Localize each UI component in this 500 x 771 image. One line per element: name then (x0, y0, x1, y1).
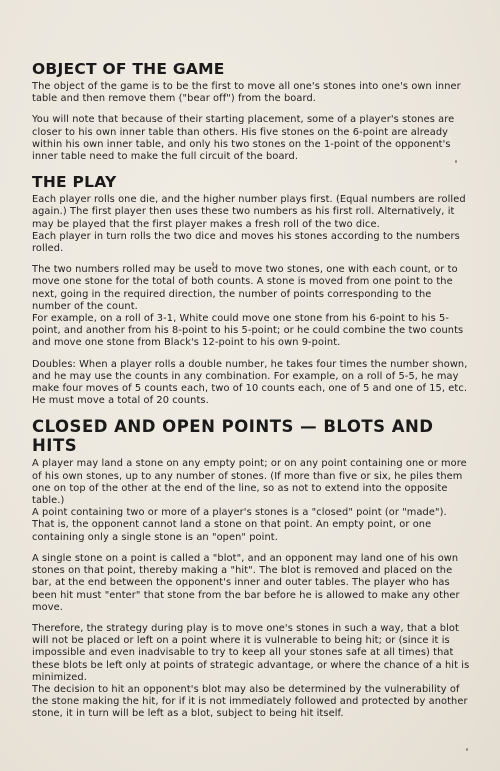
play-paragraph-5: Doubles: When a player rolls a double number, he takes four times the number shown, and he may use the counts in any combination. For example, on a roll of 5-5, he may make four moves of 5 counts each, two of 10 counts each, one of 5 and one of 15, etc. He must move a total of 20 counts. (32, 358, 468, 407)
section-the-play (32, 173, 470, 407)
play-paragraph-4: For example, on a roll of 3-1, White could move one stone from his 6-point to his 5-point, and another from his 8-point to his 5-point; or he could combine the two counts and move one stone from Black's 12-point to his own 9-point. (32, 313, 464, 349)
play-paragraph-2: Each player in turn rolls the two dice and moves his stones according to the numbers rolled. (32, 230, 460, 255)
play-paragraph-1: Each player rolls one die, and the higher number plays first. (Equal numbers are rolled again.) The first player then uses these two numbers as his first roll. Alternatively, it may be played that the first player makes a fresh roll of the two dice. (32, 194, 466, 230)
heading-the-play: THE PLAY (32, 173, 117, 192)
points-paragraph-2: A point containing two or more of a player's stones is a "closed" point (or "made"). That is, the opponent cannot land a stone on that point. An empty point, or one containing only a single stone is an "open" point. (32, 507, 447, 543)
play-paragraph-3: The two numbers rolled may be used to move two stones, one with each count, or to move one stone for the total of both counts. A stone is moved from one point to the next, going in the required direction, the number of points corresponding to the number of the count. (32, 264, 458, 312)
objective-paragraph-1: The object of the game is to be the first to move all one's stones into one's own inner table and then remove them ("bear off") from the board. (32, 81, 461, 105)
points-paragraph-5: The decision to hit an opponent's blot may also be determined by the vulnerability of the stone making the hit, for if it is not immediately followed and protected by another stone, it in turn will be left as a blot, subject to being hit itself. (32, 683, 468, 720)
points-paragraph-1: A player may land a stone on any empty point; or on any point containing one or more of his own stones, up to any number of stones. (If more than five or six, he piles them one on top of the other at the end of the line, so as not to extend into the opposite table.) (32, 458, 467, 507)
section-object-of-the-game (32, 60, 470, 163)
section-closed-and-open-points (32, 417, 470, 720)
heading-closed-and-open-points: CLOSED AND OPEN POINTS — BLOTS AND HITS (32, 417, 434, 456)
heading-object-of-the-game: OBJECT OF THE GAME (32, 60, 225, 78)
points-paragraph-3: A single stone on a point is called a "blot", and an opponent may land one of his own stones on that point, thereby making a "hit". The blot is removed and placed on the bar, at the end between the opponent's inner and outer tables. The player who has been hit must "enter" that stone from the bar before he is allowed to make any other move. (32, 552, 460, 613)
document-body (32, 60, 470, 721)
paper-speck (466, 748, 468, 751)
points-paragraph-4: Therefore, the strategy during play is to move one's stones in such a way, that a blot will not be placed or left on a point where it is vulnerable to being hit; or (since it is impossible and even inadvisable to try to keep all your stones safe at all times) that these blots be left only at points of strategic advantage, or where the chance of a hit is minimized. (32, 622, 470, 683)
objective-paragraph-2: You will note that because of their starting placement, some of a player's stones are closer to his own inner table than others. His five stones on the 6-point are already within his own inner table, and only his two stones on the 1-point of the opponent's inner table need to make the full circuit of the board. (32, 114, 455, 163)
